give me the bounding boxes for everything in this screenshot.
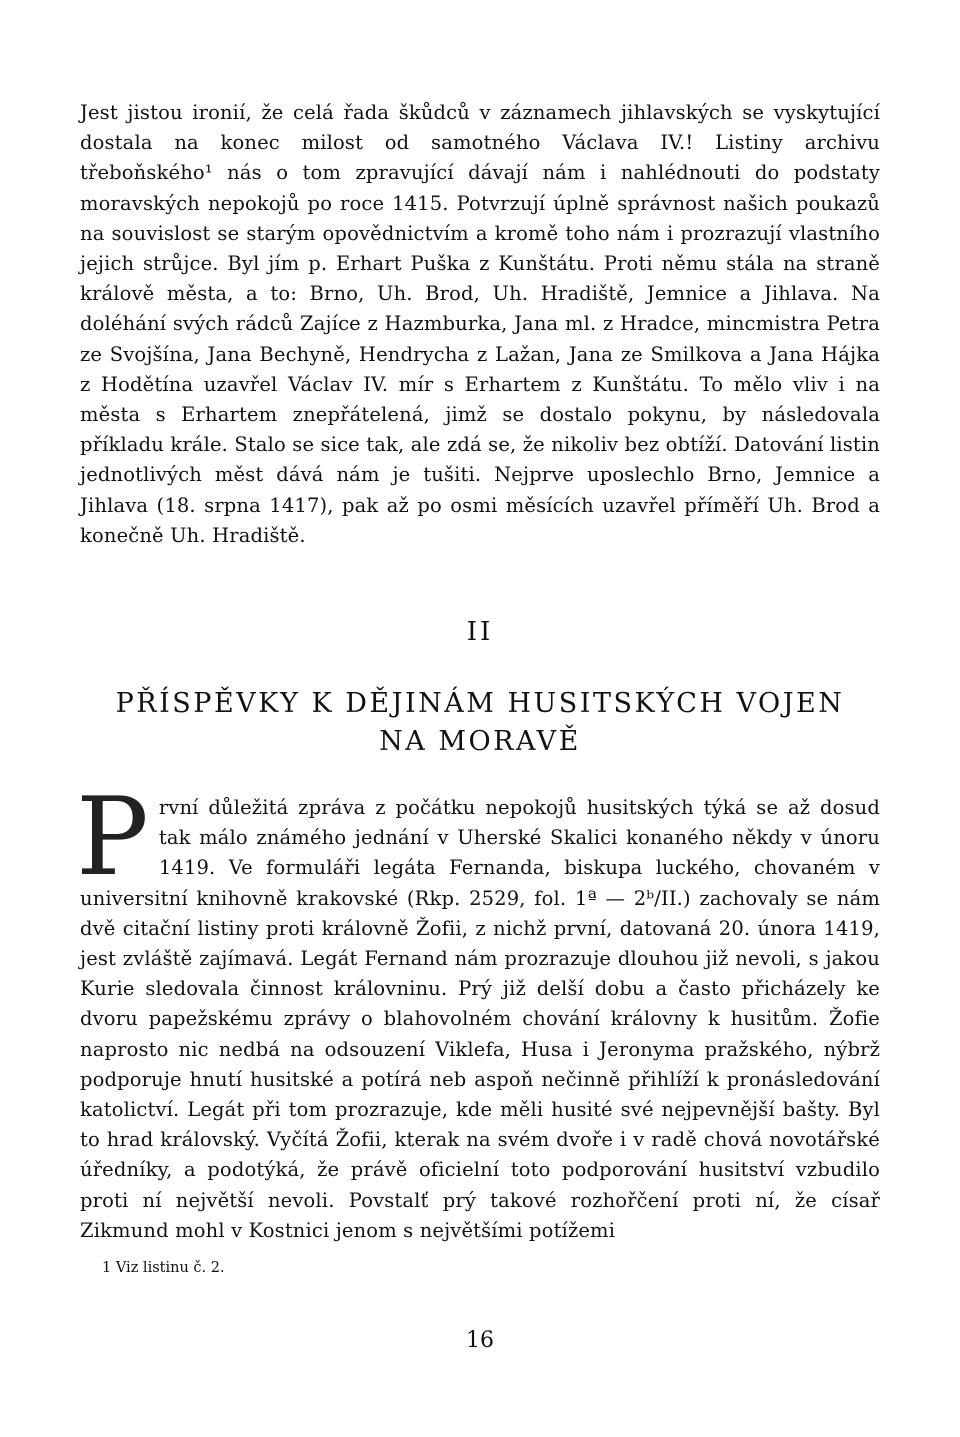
page-number: 16 — [466, 1328, 494, 1353]
page-content — [76, 98, 880, 1278]
section-number: II — [466, 617, 494, 648]
footnote: 1 Viz listinu č. 2. — [102, 1260, 225, 1277]
section-title — [80, 685, 880, 761]
section-title-line-1: PŘÍSPĚVKY K DĚJINÁM HUSITSKÝCH VOJEN — [115, 688, 845, 720]
paragraph-main — [76, 775, 880, 1246]
paragraph-intro: Jest jistou ironií, že celá řada škůdců v záznamech jihlavských se vyskytující dostala na konec milost od samotného Václava IV.! Listiny archivu třeboňského¹ nás o tom zpravující dávají nám i nahlédnouti do podstaty moravských nepokojů po roce 1415. Potvrzují úplně správnost našich poukazů na souvislost se starým opovědnictvím a kromě toho nám i prozrazují vlastního jejich strůjce. Byl jím p. Erhart Puška z Kunštátu. Proti němu stála na straně králově města, a to: Brno, Uh. Brod, Uh. Hradiště, Jemnice a Jihlava. Na doléhání svých rádců Zajíce z Hazmburka, Jana ml. z Hradce, mincmistra Petra ze Svojšína, Jana Bechyně, Hendrycha z Lažan, Jana ze Smilkova a Jana Hájka z Hodětína uzavřel Václav IV. mír s Erhartem z Kunštátu. To mělo vliv i na města s Erhartem znepřátelená, jimž se dostalo pokynu, by následovala příkladu krále. Stalo se sice tak, ale zdá se, že nikoliv bez obtíží. Datování listin jednotlivých měst dává nám je tušiti. Nejprve uposlechlo Brno, Jemnice a Jihlava (18. srpna 1417), pak až po osmi měsících uzavřel příměří Uh. Brod a konečně Uh. Hradiště. — [80, 101, 880, 547]
drop-cap: P — [76, 775, 149, 901]
paragraph-main-text: rvní důležitá zpráva z počátku nepokojů husitských týká se až dosud tak málo známého jednání v Uherské Skalici konaného někdy v únoru 1419. Ve formuláři legáta Fernanda, biskupa luckého, chovaném v universitní knihovně krakovské (Rkp. 2529, fol. 1ª — 2ᵇ/II.) zachovaly se nám dvě citační listiny proti královně Žofii, z nichž první, datovaná 20. února 1419, jest zvláště zajímavá. Legát Fernand nám prozrazuje dlouhou již nevoli, s jakou Kurie sledovala činnost královninu. Prý již delší dobu a často přicházely ke dvoru papežskému zprávy o blahovolném chování královny k husitům. Žofie naprosto nic nedbá na odsouzení Viklefa, Husa i Jeronyma pražského, nýbrž podporuje hnutí husitské a potírá neb aspoň nečinně přihlíží k pronásledování katolictví. Legát při tom prozrazuje, kde měli husité své nejpevnější bašty. Byl to hrad královský. Vyčítá Žofii, kterak na svém dvoře i v radě chová novotářské úředníky, a podotýká, že právě oficielní toto podporování husitství vzbudilo proti ní největší nevoli. Povstalť prý takové rozhořčení proti ní, že císař Zikmund mohl v Kostnici jenom s největšími potížemi — [80, 796, 880, 1242]
section-title-line-2: NA MORAVĚ — [379, 726, 581, 758]
